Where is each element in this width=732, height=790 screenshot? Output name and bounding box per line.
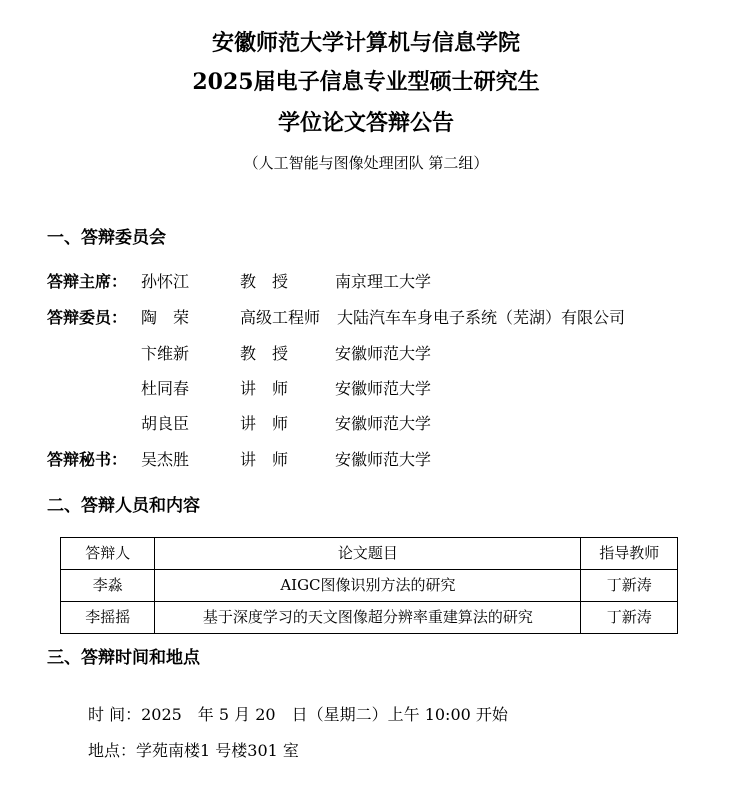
- table-row: [61, 602, 678, 634]
- member-title: 讲 师: [240, 414, 289, 433]
- defense-table: [60, 537, 678, 634]
- member-org: 安徽师范大学: [335, 414, 432, 433]
- table-header-row: [61, 538, 678, 570]
- table-row: [61, 570, 678, 602]
- section-time-location-heading: 三、答辩时间和地点: [47, 648, 200, 668]
- defense-time: 时 间：2025 年 5 月 20 日（星期二）上午 10:00 开始: [88, 705, 508, 724]
- member-name: 胡良臣: [141, 414, 190, 433]
- committee-member-row: [0, 376, 732, 402]
- chair-title: 教 授: [240, 272, 289, 291]
- column-header-student: 答辩人: [61, 538, 155, 570]
- secretary-org: 安徽师范大学: [335, 450, 432, 469]
- advisor-cell: 丁新涛: [581, 570, 678, 602]
- chair-name: 孙怀江: [141, 272, 190, 291]
- column-header-advisor: 指导教师: [581, 538, 678, 570]
- column-header-thesis: 论文题目: [155, 538, 581, 570]
- member-title: 高级工程师: [240, 308, 321, 327]
- chair-org: 南京理工大学: [335, 272, 432, 291]
- section-defense-heading: 二、答辩人员和内容: [47, 496, 200, 516]
- thesis-cell: 基于深度学习的天文图像超分辨率重建算法的研究: [155, 602, 581, 634]
- committee-chair-row: [0, 269, 732, 295]
- thesis-cell: AIGC图像识别方法的研究: [155, 570, 581, 602]
- members-role: 答辩委员：: [47, 308, 128, 327]
- student-cell: 李淼: [61, 570, 155, 602]
- secretary-title: 讲 师: [240, 450, 289, 469]
- title-line-3: 学位论文答辩公告: [277, 110, 454, 136]
- title-line-1: 安徽师范大学计算机与信息学院: [211, 30, 520, 56]
- member-name: 陶 荣: [141, 308, 190, 327]
- committee-member-row: [0, 305, 732, 331]
- chair-role: 答辩主席：: [47, 272, 128, 291]
- advisor-cell: 丁新涛: [581, 602, 678, 634]
- secretary-name: 吴杰胜: [141, 450, 190, 469]
- committee-member-row: [0, 411, 732, 437]
- member-name: 卞维新: [141, 344, 190, 363]
- member-title: 讲 师: [240, 379, 289, 398]
- subtitle: （人工智能与图像处理团队 第二组）: [243, 154, 489, 172]
- committee-secretary-row: [0, 447, 732, 473]
- member-org: 安徽师范大学: [335, 344, 432, 363]
- defense-location: 地点：学苑南楼1 号楼301 室: [88, 741, 299, 760]
- committee-member-row: [0, 341, 732, 367]
- title-line-2: 2025届电子信息专业型硕士研究生: [192, 69, 540, 95]
- secretary-role: 答辩秘书：: [47, 450, 128, 469]
- member-org: 安徽师范大学: [335, 379, 432, 398]
- student-cell: 李摇摇: [61, 602, 155, 634]
- member-org: 大陆汽车车身电子系统（芜湖）有限公司: [337, 308, 626, 327]
- member-title: 教 授: [240, 344, 289, 363]
- section-committee-heading: 一、答辩委员会: [47, 228, 166, 248]
- member-name: 杜同春: [141, 379, 190, 398]
